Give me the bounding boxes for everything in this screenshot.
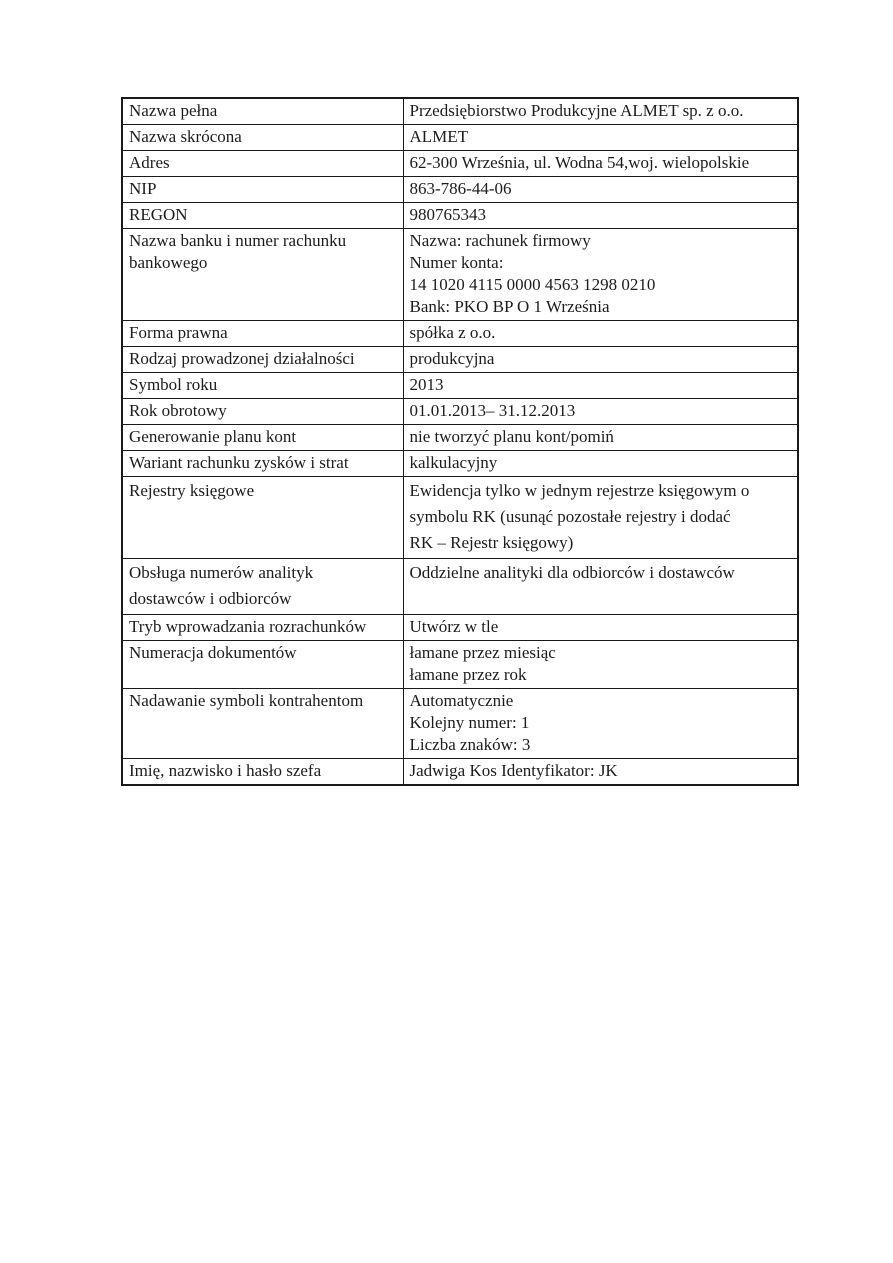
table-row: [122, 177, 798, 203]
label-text-line: Nazwa pełna: [129, 101, 218, 120]
row-value-cell: [403, 689, 798, 759]
row-value-cell: [403, 151, 798, 177]
label-text-line: Nazwa skrócona: [129, 127, 242, 146]
row-value-cell: [403, 559, 798, 615]
label-text-line: Wariant rachunku zysków i strat: [129, 453, 349, 472]
row-value-cell: [403, 125, 798, 151]
label-text-line: Obsługa numerów analityk: [129, 563, 314, 582]
table-row: [122, 321, 798, 347]
label-text-line: Rejestry księgowe: [129, 481, 255, 500]
value-text-line: Nazwa: rachunek firmowy: [409, 231, 591, 250]
value-text-line: 14 1020 4115 0000 4563 1298 0210: [409, 275, 656, 294]
label-text-line: Symbol roku: [129, 375, 218, 394]
company-setup-table: [121, 97, 799, 786]
table-row: [122, 399, 798, 425]
table-row: [122, 559, 798, 615]
value-text-line: Numer konta:: [409, 253, 504, 272]
table-row: [122, 689, 798, 759]
value-text-line: 980765343: [409, 205, 486, 224]
label-text-line: Nadawanie symboli kontrahentom: [129, 691, 364, 710]
row-value-cell: [403, 477, 798, 559]
table-body: [122, 98, 798, 785]
value-text-line: Utwórz w tle: [409, 617, 499, 636]
value-text-line: Oddzielne analityki dla odbiorców i dostawców: [409, 563, 735, 582]
value-text-line: Bank: PKO BP O 1 Września: [409, 297, 610, 316]
value-text-line: 01.01.2013– 31.12.2013: [409, 401, 576, 420]
row-value-cell: [403, 399, 798, 425]
row-label-cell: [122, 321, 403, 347]
label-text-line: Rodzaj prowadzonej działalności: [129, 349, 355, 368]
row-value-cell: [403, 347, 798, 373]
value-text-line: Ewidencja tylko w jednym rejestrze księgowym o: [409, 481, 750, 500]
value-text-line: łamane przez miesiąc: [409, 643, 556, 662]
table-row: [122, 203, 798, 229]
row-value-cell: [403, 321, 798, 347]
label-text-line: Forma prawna: [129, 323, 228, 342]
row-value-cell: [403, 615, 798, 641]
value-text-line: Przedsiębiorstwo Produkcyjne ALMET sp. z o.o.: [409, 101, 744, 120]
value-text-line: Jadwiga Kos Identyfikator: JK: [409, 761, 618, 780]
label-text-line: REGON: [129, 205, 188, 224]
label-text-line: Adres: [129, 153, 170, 172]
row-value-cell: [403, 425, 798, 451]
label-text-line: Imię, nazwisko i hasło szefa: [129, 761, 322, 780]
row-label-cell: [122, 451, 403, 477]
value-text-line: produkcyjna: [409, 349, 495, 368]
label-text-line: bankowego: [129, 253, 208, 272]
row-label-cell: [122, 98, 403, 125]
row-label-cell: [122, 759, 403, 786]
row-label-cell: [122, 373, 403, 399]
value-text-line: 2013: [409, 375, 444, 394]
value-text-line: łamane przez rok: [409, 665, 527, 684]
row-label-cell: [122, 425, 403, 451]
row-value-cell: [403, 98, 798, 125]
value-text-line: spółka z o.o.: [409, 323, 496, 342]
row-label-cell: [122, 399, 403, 425]
row-label-cell: [122, 615, 403, 641]
row-label-cell: [122, 151, 403, 177]
row-label-cell: [122, 477, 403, 559]
table-row: [122, 425, 798, 451]
table-row: [122, 641, 798, 689]
row-value-cell: [403, 373, 798, 399]
row-label-cell: [122, 125, 403, 151]
row-label-cell: [122, 559, 403, 615]
table-row: [122, 347, 798, 373]
value-text-line: RK – Rejestr księgowy): [409, 533, 574, 552]
label-text-line: dostawców i odbiorców: [129, 589, 292, 608]
row-label-cell: [122, 641, 403, 689]
row-label-cell: [122, 177, 403, 203]
table-row: [122, 615, 798, 641]
row-label-cell: [122, 689, 403, 759]
table-row: [122, 229, 798, 321]
table-row: [122, 759, 798, 786]
label-text-line: Numeracja dokumentów: [129, 643, 297, 662]
value-text-line: Liczba znaków: 3: [409, 735, 531, 754]
label-text-line: Generowanie planu kont: [129, 427, 297, 446]
table-row: [122, 477, 798, 559]
row-value-cell: [403, 759, 798, 786]
row-value-cell: [403, 641, 798, 689]
label-text-line: Nazwa banku i numer rachunku: [129, 231, 347, 250]
row-value-cell: [403, 229, 798, 321]
table-row: [122, 151, 798, 177]
table-row: [122, 373, 798, 399]
row-value-cell: [403, 203, 798, 229]
value-text-line: nie tworzyć planu kont/pomiń: [409, 427, 614, 446]
value-text-line: kalkulacyjny: [409, 453, 498, 472]
value-text-line: 62-300 Września, ul. Wodna 54,woj. wielopolskie: [409, 153, 750, 172]
row-value-cell: [403, 451, 798, 477]
row-label-cell: [122, 347, 403, 373]
row-value-cell: [403, 177, 798, 203]
table-row: [122, 98, 798, 125]
label-text-line: NIP: [129, 179, 157, 198]
value-text-line: Automatycznie: [409, 691, 514, 710]
value-text-line: ALMET: [409, 127, 469, 146]
label-text-line: Tryb wprowadzania rozrachunków: [129, 617, 367, 636]
table-row: [122, 451, 798, 477]
label-text-line: Rok obrotowy: [129, 401, 227, 420]
row-label-cell: [122, 203, 403, 229]
value-text-line: symbolu RK (usunąć pozostałe rejestry i dodać: [409, 507, 731, 526]
value-text-line: 863-786-44-06: [409, 179, 512, 198]
value-text-line: Kolejny numer: 1: [409, 713, 530, 732]
row-label-cell: [122, 229, 403, 321]
table-row: [122, 125, 798, 151]
